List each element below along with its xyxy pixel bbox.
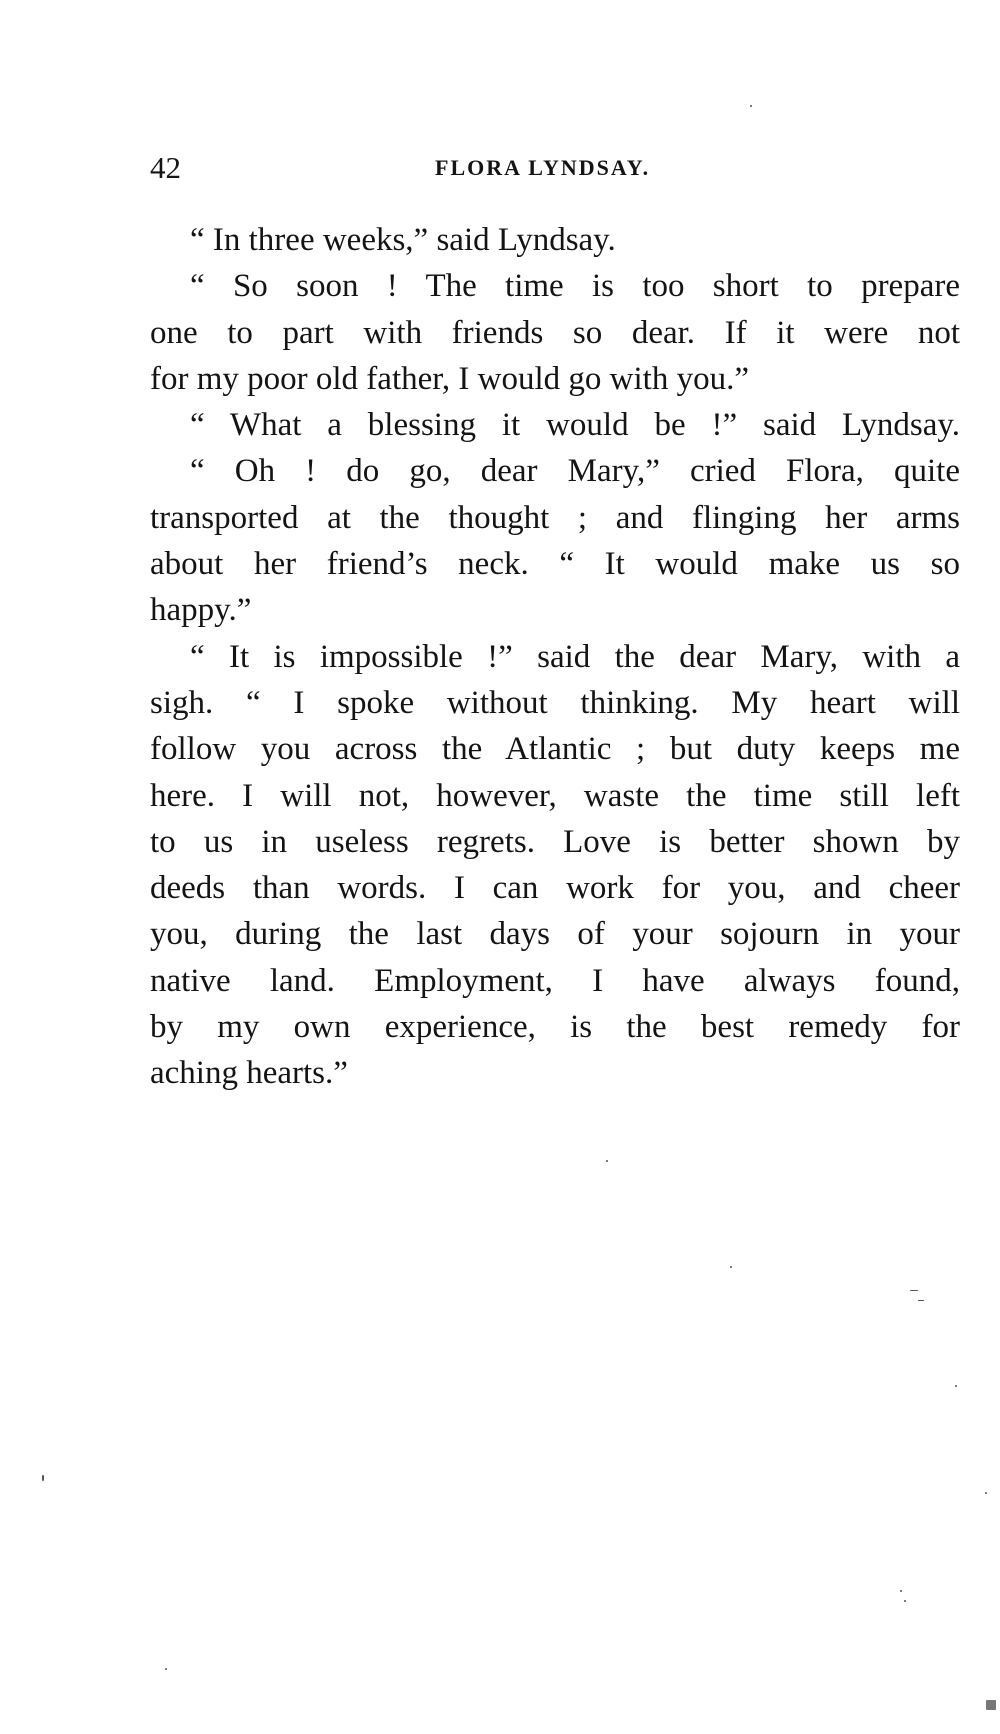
scan-speck [904,1600,906,1602]
text-line: “ It is impossible !” said the dear Mary, with a [190,638,960,675]
page-number: 42 [150,150,181,185]
scan-speck [910,1290,918,1291]
text-line: here. I will not, however, waste the time still left [150,777,960,814]
scan-speck [900,1590,902,1592]
body-text [150,217,960,1097]
scan-speck [918,1300,924,1301]
scan-speck [730,1266,732,1268]
text-line: transported at the thought ; and flinging her arms [150,499,960,536]
text-line: deeds than words. I can work for you, and cheer [150,870,960,907]
text-line: aching hearts.” [150,1055,348,1092]
text-line: you, during the last days of your sojourn in your [150,916,960,953]
text-line: “ So soon ! The time is too short to prepare [190,268,960,305]
running-title: FLORA LYNDSAY. [435,155,651,180]
scan-speck [750,105,752,107]
scan-speck [955,1385,957,1387]
text-line: for my poor old father, I would go with you.” [150,360,749,397]
scan-speck [986,1700,996,1710]
scan-speck [165,1668,167,1670]
scan-speck [42,1475,44,1481]
text-line: follow you across the Atlantic ; but duty keeps me [150,731,960,768]
running-head [150,148,960,188]
text-line: “ In three weeks,” said Lyndsay. [190,222,616,258]
text-line: by my own experience, is the best remedy for [150,1009,960,1046]
text-line: to us in useless regrets. Love is better shown by [150,823,960,860]
text-line: native land. Employment, I have always found, [150,962,960,999]
scan-speck [606,1160,608,1162]
text-line: sigh. “ I spoke without thinking. My heart will [150,684,960,721]
text-line: happy.” [150,592,252,629]
text-line: about her friend’s neck. “ It would make us so [150,546,960,583]
text-line: “ What a blessing it would be !” said Lyndsay. [190,407,960,444]
text-line: one to part with friends so dear. If it were not [150,314,960,351]
scan-speck [985,1492,987,1494]
text-line: “ Oh ! do go, dear Mary,” cried Flora, quite [190,453,960,490]
